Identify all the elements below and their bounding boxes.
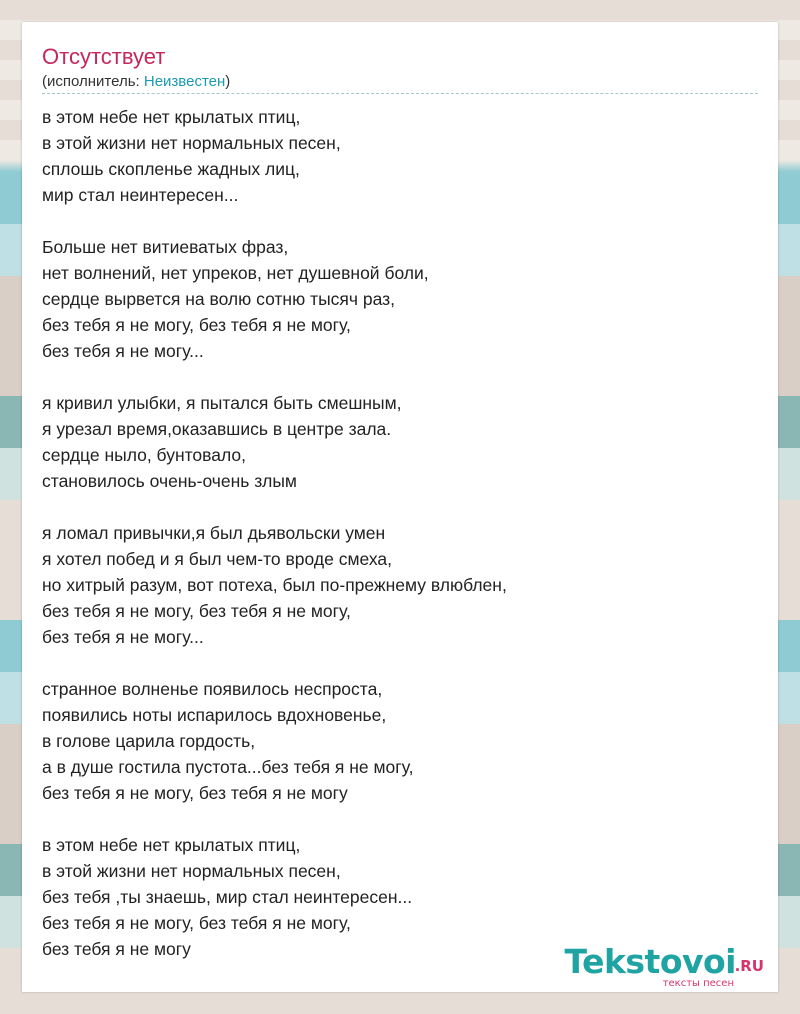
lyrics-body bbox=[42, 104, 758, 988]
lyrics-line: я кривил улыбки, я пытался быть смешным, bbox=[42, 393, 402, 413]
lyrics-line: без тебя я не могу... bbox=[42, 341, 204, 361]
lyrics-line: сплошь скопленье жадных лиц, bbox=[42, 159, 300, 179]
lyrics-stanza bbox=[42, 390, 758, 494]
title-divider bbox=[42, 93, 758, 94]
logo-domain: .RU bbox=[734, 957, 764, 975]
lyrics-line: в этом небе нет крылатых птиц, bbox=[42, 835, 301, 855]
logo-tagline: тексты песен bbox=[662, 978, 734, 989]
lyrics-line: сердце вырвется на волю сотню тысяч раз, bbox=[42, 289, 396, 309]
logo-wordmark: Tekstovoi bbox=[564, 942, 736, 981]
lyrics-line: без тебя я не могу, без тебя я не могу, bbox=[42, 913, 351, 933]
artist-prefix: (исполнитель: bbox=[42, 73, 144, 90]
lyrics-line: сердце ныло, бунтовало, bbox=[42, 445, 246, 465]
lyrics-line: нет волнений, нет упреков, нет душевной боли, bbox=[42, 263, 429, 283]
lyrics-line: я ломал привычки,я был дьявольски умен bbox=[42, 523, 386, 543]
lyrics-line: появились ноты испарилось вдохновенье, bbox=[42, 705, 387, 725]
lyrics-line: я урезал время,оказавшись в центре зала. bbox=[42, 419, 392, 439]
lyrics-line: мир стал неинтересен... bbox=[42, 185, 239, 205]
lyrics-stanza bbox=[42, 520, 758, 650]
lyrics-line: без тебя я не могу, без тебя я не могу, bbox=[42, 601, 351, 621]
lyrics-line: странное волненье появилось неспроста, bbox=[42, 679, 383, 699]
lyrics-line: в этом небе нет крылатых птиц, bbox=[42, 107, 301, 127]
lyrics-line: в этой жизни нет нормальных песен, bbox=[42, 861, 341, 881]
lyrics-line: но хитрый разум, вот потеха, был по-прежнему влюблен, bbox=[42, 575, 507, 595]
lyrics-line: становилось очень-очень злым bbox=[42, 471, 297, 491]
artist-line bbox=[42, 73, 230, 91]
lyrics-line: в голове царила гордость, bbox=[42, 731, 256, 751]
song-title: Отсутствует bbox=[42, 44, 166, 69]
lyrics-line: без тебя я не могу, без тебя я не могу bbox=[42, 783, 348, 803]
lyrics-line: без тебя я не могу bbox=[42, 939, 191, 959]
lyrics-line: без тебя я не могу... bbox=[42, 627, 204, 647]
site-logo[interactable] bbox=[550, 944, 770, 992]
lyrics-stanza bbox=[42, 234, 758, 364]
lyrics-card bbox=[22, 22, 778, 992]
lyrics-stanza bbox=[42, 104, 758, 208]
artist-suffix: ) bbox=[225, 73, 231, 90]
lyrics-line: в этой жизни нет нормальных песен, bbox=[42, 133, 341, 153]
lyrics-stanza bbox=[42, 676, 758, 806]
lyrics-line: без тебя ,ты знаешь, мир стал неинтересен... bbox=[42, 887, 413, 907]
lyrics-line: я хотел побед и я был чем-то вроде смеха, bbox=[42, 549, 392, 569]
lyrics-line: Больше нет витиеватых фраз, bbox=[42, 237, 289, 257]
lyrics-line: без тебя я не могу, без тебя я не могу, bbox=[42, 315, 351, 335]
lyrics-line: а в душе гостила пустота...без тебя я не могу, bbox=[42, 757, 414, 777]
artist-link[interactable]: Неизвестен bbox=[143, 73, 226, 90]
